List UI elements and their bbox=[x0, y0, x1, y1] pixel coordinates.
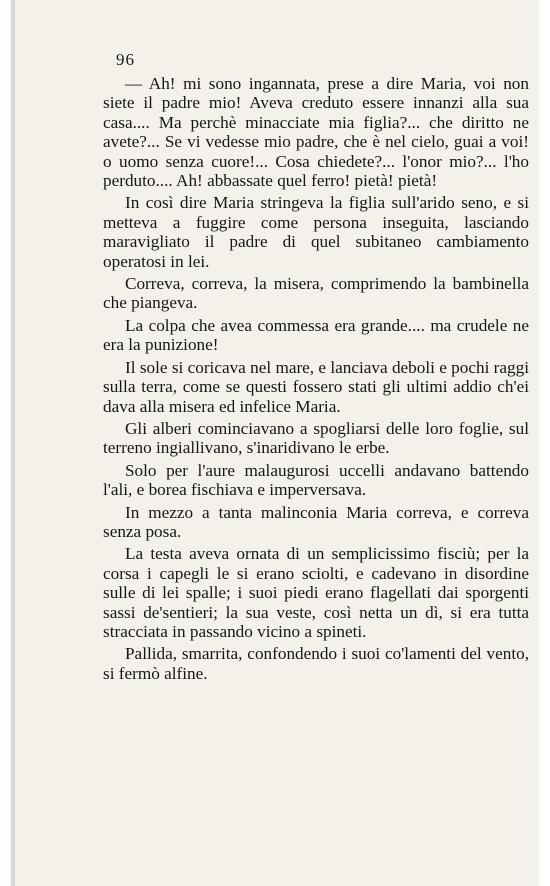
body-text bbox=[103, 74, 529, 686]
paragraph-6: Gli alberi cominciavano a spogliarsi delle loro foglie, sul terreno ingiallivano, s'inaridivano le erbe. bbox=[103, 418, 529, 458]
paragraph-2: In così dire Maria stringeva la figlia sull'arido seno, e si metteva a fuggire come persona inseguita, lasciando maravigliato il padre di quel subitaneo cambiamento operatosi in lei. bbox=[103, 193, 529, 271]
paragraph-8: In mezzo a tanta malinconia Maria correva, e correva senza posa. bbox=[103, 502, 529, 541]
paragraph-5: Il sole si coricava nel mare, e lanciava deboli e pochi raggi sulla terra, come se questi fossero stati gli ultimi addio ch'ei dava alla misera ed infelice Maria. bbox=[103, 357, 529, 416]
page-edge-shadow bbox=[11, 0, 15, 886]
paragraph-7: Solo per l'aure malaugurosi uccelli andavano battendo l'ali, e borea fischiava e imperversava. bbox=[103, 460, 529, 500]
page-number: 96 bbox=[116, 50, 135, 69]
paragraph-4: La colpa che avea commessa era grande.... ma crudele ne era la punizione! bbox=[103, 315, 529, 355]
paragraph-1: — Ah! mi sono ingannata, prese a dire Maria, voi non siete il padre mio! Aveva creduto essere innanzi alla sua casa.... Ma perchè minacciate mia figlia?... che diritto ne avete?... Se vi vedesse mio padre, che è nel cielo, guai a voi! o uomo senza cuore!... Cosa chiedete?... l'onor mio?... l'ho perduto.... Ah! abbassate quel ferro! pietà! pietà! bbox=[103, 74, 529, 191]
book-page bbox=[11, 0, 539, 886]
paragraph-9: La testa aveva ornata di un semplicissimo fisciù; per la corsa i capegli le si erano sciolti, e cadevano in disordine sulle di lei spalle; i suoi piedi erano flagellati dai sporgenti sassi de'sentieri; la sua veste, così netta un dì, si era tutta stracciata in passando vicino a spineti. bbox=[103, 544, 529, 641]
paragraph-3: Correva, correva, la misera, comprimendo la bambinella che piangeva. bbox=[103, 274, 529, 313]
paragraph-10: Pallida, smarrita, confondendo i suoi co'lamenti del vento, si fermò alfine. bbox=[103, 644, 529, 683]
